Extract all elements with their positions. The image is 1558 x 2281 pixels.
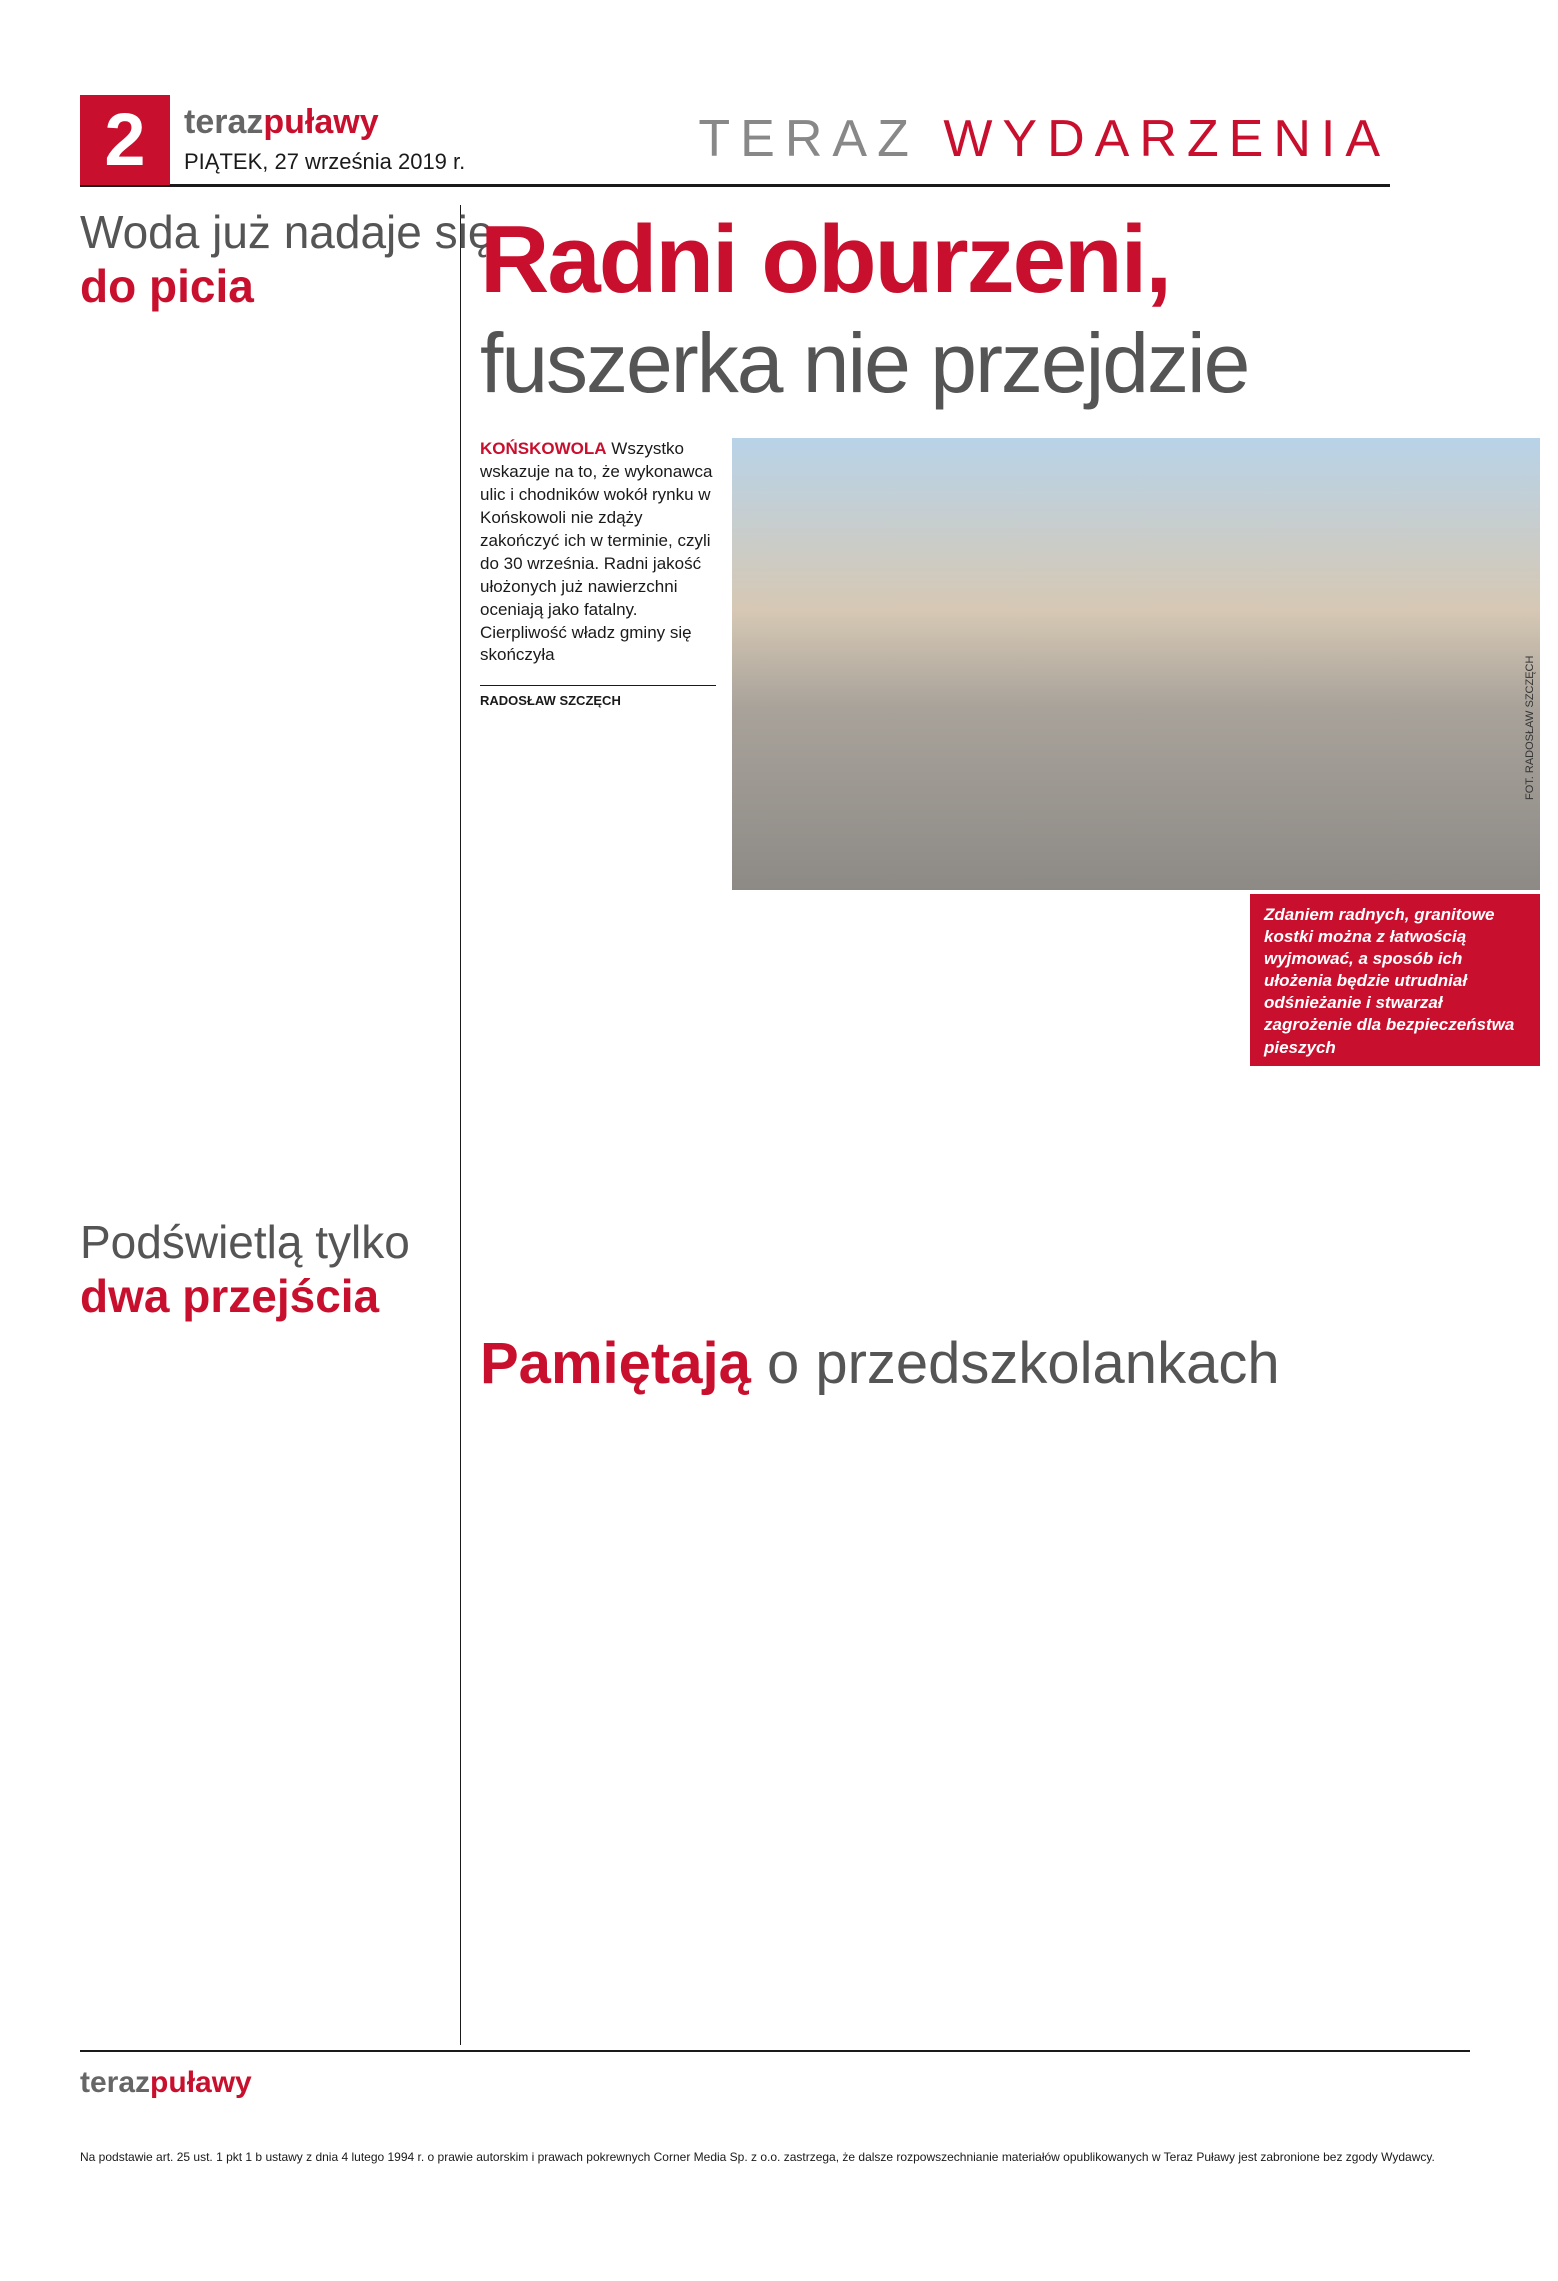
headline-water-light: Woda już nadaje się (80, 206, 494, 258)
headline-preschool (480, 1330, 1280, 1397)
section-teraz: TERAZ (698, 110, 919, 168)
photo-credit: FOT. RADOSŁAW SZCZĘCH (1524, 655, 1536, 800)
section-title (698, 109, 1390, 169)
brand-pulawy: puławy (263, 103, 379, 141)
headline-crossings-bold: dwa przejścia (80, 1270, 380, 1322)
headline-main-grey: fuszerka nie przejdzie (480, 316, 1249, 410)
masthead (80, 95, 1390, 187)
footer-brand-teraz: teraz (80, 2066, 151, 2099)
headline-crossings (80, 1215, 410, 1323)
lead-tag: KOŃSKOWOLA (480, 439, 607, 458)
headline-water-bold: do picia (80, 260, 254, 312)
brand-logo (184, 103, 379, 142)
footer-brand-pulawy: puławy (150, 2066, 252, 2099)
brand-teraz: teraz (184, 103, 264, 141)
issue-date: PIĄTEK, 27 września 2019 r. (184, 149, 466, 174)
headline-preschool-red: Pamiętają (480, 1331, 751, 1396)
legal-notice: Na podstawie art. 25 ust. 1 pkt 1 b ustawy z dnia 4 lutego 1994 r. o prawie autorskim i prawach pokrewnych Corner Media Sp. z o.o. zastrzega, że dalsze rozpowszechnianie materiałów opublikowanych w Teraz Puławy jest zabronione bez zgody Wydawcy. (80, 2150, 1435, 2164)
lead-text: Wszystko wskazuje na to, że wykonawca ulic i chodników wokół rynku w Końskowoli nie zdąży zakończyć ich w terminie, czyli do 30 września. Radni jakość ułożonych już nawierzchni oceniają jako fatalny. Cierpliwość władz gminy się skończyła (480, 439, 713, 665)
footer-brand (80, 2066, 1470, 2100)
headline-preschool-grey: o przedszkolankach (766, 1331, 1280, 1396)
headline-main-red: Radni oburzeni, (480, 206, 1170, 313)
headline-crossings-light: Podświetlą tylko (80, 1216, 410, 1268)
lead-paragraph (480, 438, 716, 710)
page-number: 2 (80, 95, 170, 185)
photo-caption: Zdaniem radnych, granitowe kostki można z łatwością wyjmować, a sposób ich ułożenia będzie utrudniał odśnieżanie i stwarzał zagrożenie dla bezpieczeństwa pieszych (1250, 894, 1540, 1066)
column-divider (460, 205, 461, 2045)
section-wydarzenia: WYDARZENIA (943, 110, 1390, 168)
headline-water (80, 205, 493, 313)
headline-main (480, 205, 1248, 412)
footer (80, 2050, 1470, 2100)
byline: RADOSŁAW SZCZĘCH (480, 685, 716, 710)
street-photo (732, 438, 1540, 890)
